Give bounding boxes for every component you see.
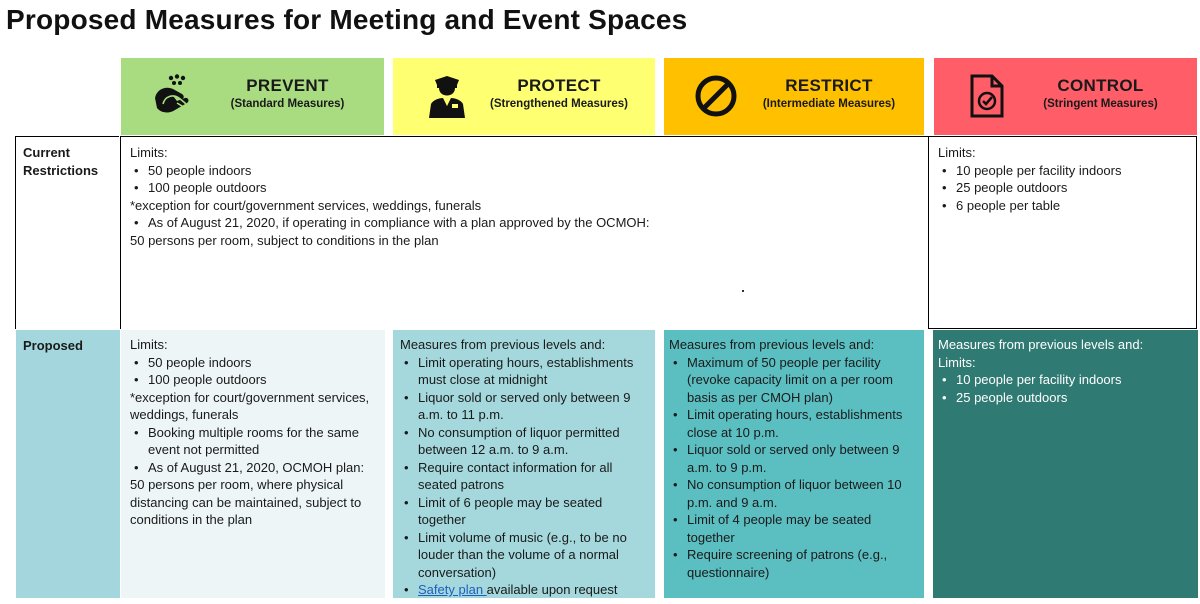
list-item: • Limit operating hours, establishments close at 10 p.m. — [669, 406, 919, 441]
list-item: • 50 people indoors — [130, 354, 376, 372]
limits-heading: Limits: — [938, 145, 976, 160]
measures-heading: Measures from previous levels and: — [938, 337, 1144, 352]
level-name: PROTECT — [517, 76, 601, 95]
link-suffix: available upon request — [486, 582, 618, 597]
level-subtitle: (Intermediate Measures) — [762, 98, 896, 110]
level-name: RESTRICT — [785, 76, 873, 95]
header-prevent — [121, 58, 384, 135]
limits-heading: Limits: — [130, 145, 168, 160]
list-item: • Liquor sold or served only between 9 a.m. to 11 p.m. — [400, 389, 648, 424]
row-label-proposed: Proposed — [16, 330, 120, 598]
header-protect — [393, 58, 655, 135]
list-item: • Limit operating hours, establishments must close at midnight — [400, 354, 648, 389]
list-item: • Require contact information for all seated patrons — [400, 459, 648, 494]
list-item: • No consumption of liquor permitted between 12 a.m. to 9 a.m. — [400, 424, 648, 459]
list-item: • Maximum of 50 people per facility (revoke capacity limit on a per room basis as per CMOH plan) — [669, 354, 919, 407]
level-name: PREVENT — [246, 76, 329, 95]
page-title: Proposed Measures for Meeting and Event Spaces — [6, 4, 688, 35]
exception-note: *exception for court/government services, weddings, funerals — [130, 389, 370, 422]
list-item: • 100 people outdoors — [130, 179, 919, 197]
list-item: • 10 people per facility indoors — [938, 371, 1193, 389]
plan-note: 50 persons per room, where physical distancing can be maintained, subject to conditions in the plan — [130, 477, 362, 527]
limits-heading: Limits: — [938, 354, 976, 370]
proposed-control — [933, 330, 1198, 598]
list-item: • Booking multiple rooms for the same event not permitted — [130, 424, 376, 459]
header-control — [934, 58, 1197, 135]
row-label-current-restrictions: Current Restrictions — [15, 136, 119, 329]
limits-list — [938, 162, 1187, 215]
proposed-restrict — [664, 330, 924, 598]
list-item: • 25 people outdoors — [938, 389, 1193, 407]
stray-dot — [742, 290, 744, 292]
list-item: • As of August 21, 2020, if operating in compliance with a plan approved by the OCMOH: — [130, 214, 919, 232]
list-item: • 25 people outdoors — [938, 179, 1187, 197]
list-item: • 10 people per facility indoors — [938, 162, 1187, 180]
safety-plan-link[interactable]: Safety plan — [418, 582, 487, 597]
limits-list — [130, 162, 919, 197]
current-restrictions-main — [120, 136, 929, 329]
list-item: • 100 people outdoors — [130, 371, 376, 389]
limits-list — [130, 354, 376, 389]
list-item — [400, 581, 648, 598]
list-item: • Limit of 6 people may be seated together — [400, 494, 648, 529]
plan-note: 50 persons per room, subject to conditions in the plan — [130, 232, 439, 248]
level-subtitle: (Standard Measures) — [230, 98, 345, 110]
limits-list — [130, 424, 376, 477]
current-restrictions-control — [929, 136, 1197, 329]
limits-heading: Limits: — [130, 337, 168, 352]
measures-list — [400, 354, 648, 599]
measures-list — [669, 354, 919, 582]
list-item: • 6 people per table — [938, 197, 1187, 215]
level-subtitle: (Strengthened Measures) — [489, 98, 629, 110]
list-item: • Require screening of patrons (e.g., questionnaire) — [669, 546, 919, 581]
limits-list — [938, 371, 1193, 406]
header-restrict — [664, 58, 924, 135]
list-item: • Liquor sold or served only between 9 a.m. to 9 p.m. — [669, 441, 919, 476]
proposed-protect — [393, 330, 655, 598]
list-item: • Limit of 4 people may be seated together — [669, 511, 919, 546]
list-item: • Limit volume of music (e.g., to be no louder than the volume of a normal conversation) — [400, 529, 648, 582]
exception-note: *exception for court/government services, weddings, funerals — [130, 197, 482, 213]
level-name: CONTROL — [1057, 76, 1144, 95]
list-item: • 50 people indoors — [130, 162, 919, 180]
proposed-prevent — [121, 330, 385, 598]
measures-heading: Measures from previous levels and: — [669, 337, 875, 352]
measures-heading: Measures from previous levels and: — [400, 337, 606, 352]
limits-list — [130, 214, 919, 232]
list-item: • No consumption of liquor between 10 p.m. and 9 a.m. — [669, 476, 919, 511]
level-subtitle: (Stringent Measures) — [1043, 98, 1158, 110]
list-item: • As of August 21, 2020, OCMOH plan: — [130, 459, 376, 477]
